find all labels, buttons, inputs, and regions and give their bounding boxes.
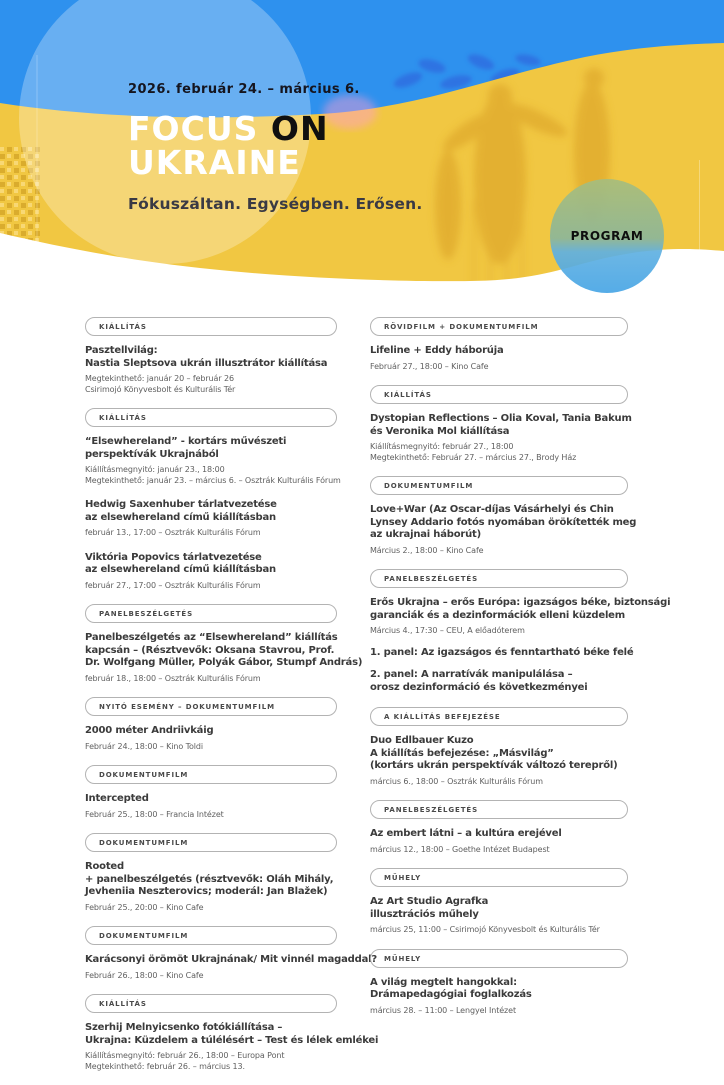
event-item [85,632,363,684]
event-details [370,777,628,788]
title-ukraine: UKRAINE [128,143,301,182]
event-title [85,725,337,738]
category-tag: DOKUMENTUMFILM [370,476,628,495]
tagline: Fókuszáltan. Egységben. Erősen. [128,195,423,213]
category-tag: NYITÓ ESEMÉNY – DOKUMENTUMFILM [85,697,337,716]
event-detail-line: Február 26., 18:00 – Kino Cafe [85,970,204,980]
event-title-line: Ukrajna: Küzdelem a túlélésért – Test és lélek emlékei [85,1034,379,1046]
category-tag: MŰHELY [370,868,628,887]
event-details [85,374,337,395]
event-title-line: “Elsewhereland” - kortárs művészeti [85,436,287,447]
event-detail-line: március 25, 11:00 – Csirimojó Könyvesbolt és Kulturális Tér [370,925,600,934]
event-title-line: Erős Ukrajna – erős Európa: igazságos béke, biztonsági [370,597,671,608]
title-focus: FOCUS [128,109,259,148]
event-item [370,735,628,787]
event-title-line: + panelbeszélgetés (résztvevők: Oláh Mihály, [85,873,334,885]
event-details [85,810,337,821]
event-title [370,735,628,773]
event-title-line: illusztrációs műhely [370,908,479,920]
event-detail-line: február 18., 18:00 – Osztrák Kulturális Fórum [85,673,261,683]
program-column-right [370,317,671,1085]
event-title-line: A kiállítás befejezése: „Másvilág” [370,747,554,759]
event-title-line: és Veronika Mol kiállítása [370,425,510,437]
category-tag: A KIÁLLÍTÁS BEFEJEZÉSE [370,707,628,726]
event-title [85,632,363,670]
category-tag: KIÁLLÍTÁS [85,317,337,336]
event-title-line: garanciák és a dezinformációk elleni küzdelem [370,609,625,621]
header-text-block [128,82,548,213]
event-title [85,345,337,370]
event-title-line: perspektívák Ukrajnából [85,448,219,460]
event-title-line: Hedwig Saxenhuber tárlatvezetése [85,499,277,510]
panel-item [370,669,628,694]
event-title [370,597,671,622]
event-title-line: Az embert látni – a kultúra erejével [370,828,562,839]
event-title [370,413,632,438]
event-detail-line: Március 4., 17:30 – CEU, A előadóterem [370,626,525,635]
event-detail-line: Február 25., 20:00 – Kino Cafe [85,902,204,912]
title-on: ON [270,109,329,148]
event-title [370,345,628,358]
event-detail-line: Kiállításmegnyitó: február 27., 18:00 [370,442,514,451]
event-details [85,903,337,914]
event-title-line: Intercepted [85,793,149,804]
event-detail-line: Február 25., 18:00 – Francia Intézet [85,809,224,819]
event-item [85,861,337,913]
category-tag: PANELBESZÉLGETÉS [370,800,628,819]
program-list [85,317,671,1085]
event-title-line: Drámapedagógiai foglalkozás [370,989,532,1000]
event-detail-line: Kiállításmegnyitó: február 26., 18:00 – Europa Pont [85,1051,285,1060]
event-title-line: Szerhij Melnyicsenko fotókiállítása – [85,1022,283,1033]
event-details [85,581,337,592]
event-detail-line: Megtekinthető: január 23. – március 6. – Osztrák Kulturális Fórum [85,475,341,485]
event-item [370,345,628,372]
category-tag: KIÁLLÍTÁS [370,385,628,404]
event-title-line: Love+War (Az Oscar-díjas Vásárhelyi és Chin [370,504,614,515]
category-tag: RÖVIDFILM + DOKUMENTUMFILM [370,317,628,336]
panel-title-line: orosz dezinformáció és következményei [370,681,588,693]
panel-title-line: 2. panel: A narratívák manipulálása – [370,669,573,680]
event-details [370,442,628,463]
event-title [370,504,637,542]
event-item [370,977,628,1017]
event-title-line: kapcsán – (Résztvevők: Oksana Stavrou, Prof. [85,644,335,656]
event-details [370,546,628,557]
header-banner [0,0,724,312]
event-item [85,954,377,981]
category-tag: MŰHELY [370,949,628,968]
category-tag: PANELBESZÉLGETÉS [85,604,337,623]
event-item [85,436,341,486]
event-title-line: Jevheniia Neszterovics; moderál: Jan Blažek) [85,886,328,897]
event-title [85,499,337,524]
event-item [85,552,337,592]
event-title [85,954,377,967]
event-detail-line: Március 2., 18:00 – Kino Cafe [370,545,484,555]
panel-title-line: 1. panel: Az igazságos és fenntartható béke felé [370,646,634,658]
event-item [85,345,337,395]
event-title [85,861,337,899]
fold-line [699,160,700,255]
event-title-line: Az Art Studio Agrafka [370,896,489,907]
event-detail-line: Megtekinthető: február 26. – március 13. [85,1061,245,1071]
event-title [370,828,628,841]
fold-line [37,55,38,245]
event-details [370,925,628,936]
event-detail-line: február 27., 17:00 – Osztrák Kulturális Fórum [85,580,261,590]
event-details [85,971,337,982]
event-details [85,528,337,539]
event-details [85,465,341,486]
event-item [370,828,628,855]
panel-item [370,646,634,660]
event-title-line: Panelbeszélgetés az “Elsewhereland” kiállítás [85,632,338,643]
event-detail-line: március 12., 18:00 – Goethe Intézet Budapest [370,844,550,854]
event-details [370,845,628,856]
event-title [85,552,337,577]
event-title-line: Nastia Sleptsova ukrán illusztrátor kiállítása [85,357,328,369]
event-item [370,597,671,694]
page-title [128,109,548,182]
event-detail-line: Február 27., 18:00 – Kino Cafe [370,361,489,371]
event-details [85,742,337,753]
event-title-line: Viktória Popovics tárlatvezetése [85,551,262,563]
event-title [85,436,337,461]
event-item [85,793,337,820]
event-title-line: Duo Edlbauer Kuzo [370,735,474,746]
program-badge-label: PROGRAM [570,229,644,243]
event-detail-line: Megtekinthető: január 20 – február 26 [85,374,234,383]
event-title-line: (kortárs ukrán perspektívák változó terepről) [370,760,618,771]
event-detail-line: Kiállításmegnyitó: január 23., 18:00 [85,465,225,474]
event-title-line: Dr. Wolfgang Müller, Polyák Gábor, Stumpf András) [85,657,363,668]
event-title-line: 2000 méter Andriivkáig [85,725,214,736]
event-detail-line: február 13., 17:00 – Osztrák Kulturális Fórum [85,528,261,537]
event-title [85,1022,379,1047]
event-title-line: az elsewhereland című kiállításban [85,564,276,575]
event-title [85,793,337,806]
event-title-line: az ukrajnai háborút) [370,529,482,540]
category-tag: DOKUMENTUMFILM [85,765,337,784]
event-details [370,626,628,637]
event-item [370,413,632,463]
category-tag: DOKUMENTUMFILM [85,926,337,945]
event-title-line: Rooted [85,861,124,872]
event-detail-line: Csirimojó Könyvesbolt és Kulturális Tér [85,384,236,394]
event-details [85,1051,337,1072]
event-item [370,896,628,936]
event-title-line: Dystopian Reflections – Olia Koval, Tania Bakum [370,413,632,424]
category-tag: PANELBESZÉLGETÉS [370,569,628,588]
event-item [85,725,337,752]
event-title-line: Lynsey Addario fotós nyomában örökítették meg [370,516,637,528]
event-detail-line: március 28. – 11:00 – Lengyel Intézet [370,1005,517,1015]
event-item [85,1022,379,1072]
event-item [85,499,337,539]
event-title-line: az elsewhereland című kiállításban [85,511,276,523]
event-item [370,504,637,556]
event-title [370,977,628,1002]
event-title-line: Lifeline + Eddy háborúja [370,345,504,356]
event-details [370,362,628,373]
event-title [370,896,628,921]
event-detail-line: Február 24., 18:00 – Kino Toldi [85,741,204,751]
event-title-line: Karácsonyi örömöt Ukrajnának/ Mit vinnél magaddal? [85,954,377,965]
event-details [85,674,337,685]
event-detail-line: Megtekinthető: Február 27. – március 27., Brody Ház [370,452,577,462]
event-title-line: A világ megtelt hangokkal: [370,976,517,988]
category-tag: DOKUMENTUMFILM [85,833,337,852]
event-title-line: Pasztellvilág: [85,345,158,356]
event-details [370,1006,628,1017]
category-tag: KIÁLLÍTÁS [85,408,337,427]
event-detail-line: március 6., 18:00 – Osztrák Kulturális Fórum [370,776,543,786]
category-tag: KIÁLLÍTÁS [85,994,337,1013]
date-range: 2026. február 24. – március 6. [128,82,360,97]
program-column-left [85,317,379,1085]
